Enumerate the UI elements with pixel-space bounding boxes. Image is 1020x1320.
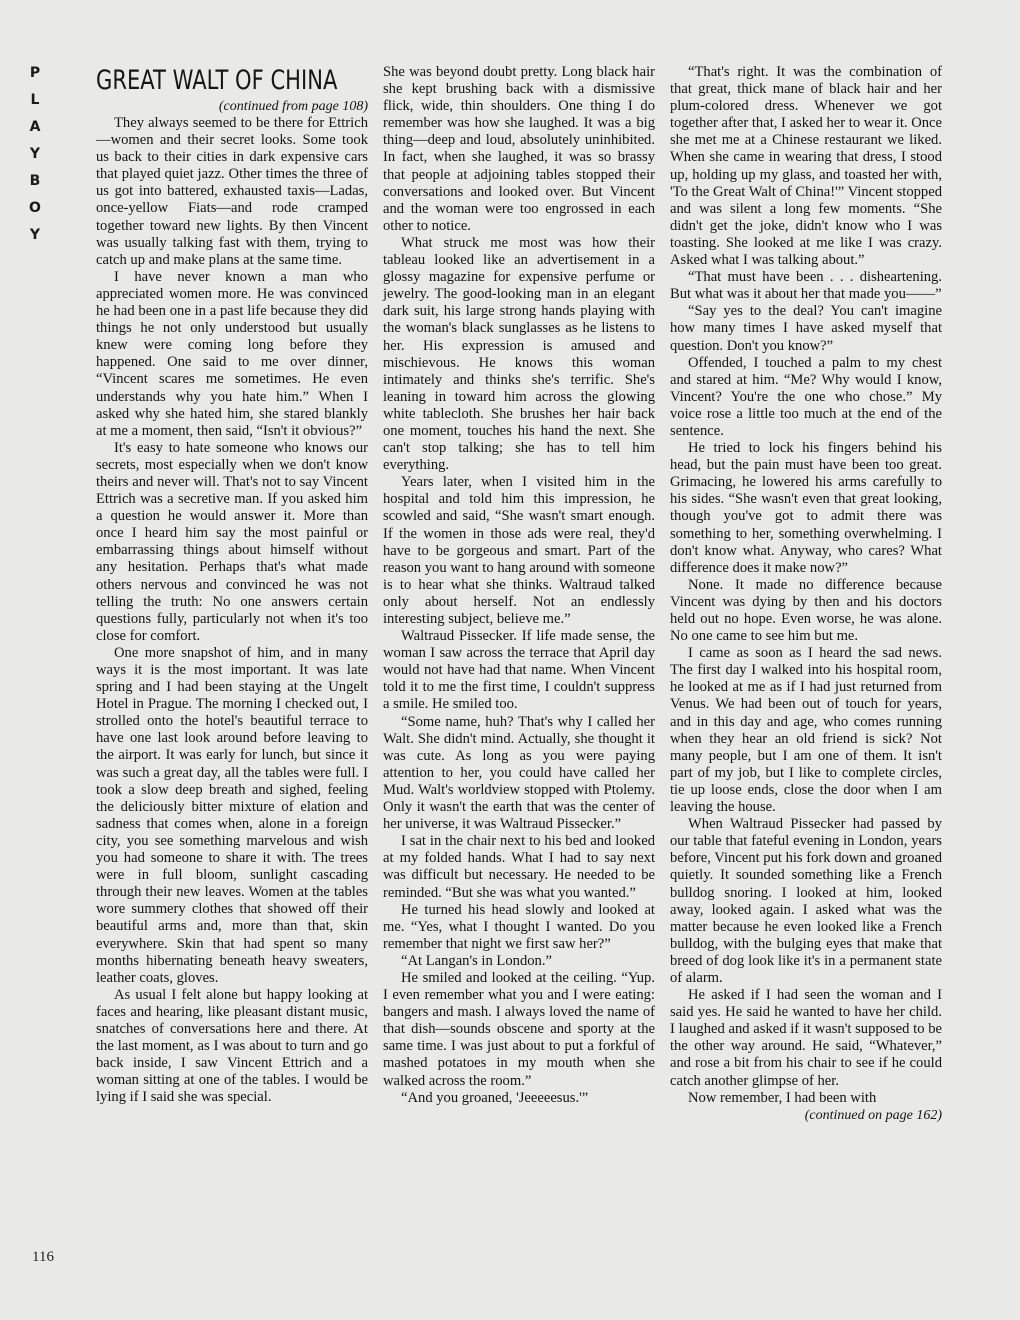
- paragraph: Years later, when I visited him in the hospital and told him this impression, he scowled and said, “She wasn't smart enough. If the women in those ads were real, they'd have to be gorgeous and smart. Part of the reason you want to hang around with someone is to hear what she thinks. Waltraud talked only about herself. Not an endlessly interesting subject, believe me.”: [383, 474, 655, 627]
- paragraph: “Some name, huh? That's why I called her Walt. She didn't mind. Actually, she thought it was cute. As long as you were paying attention to her, you could have called her Mud. Walt's worldview stopped with Ptolemy. Only it wasn't the earth that was the center of her universe, it was Waltraud Pissecker.”: [383, 713, 655, 833]
- paragraph: “Say yes to the deal? You can't imagine how many times I have asked myself that question. Don't you know?”: [670, 303, 942, 354]
- column-2: [383, 64, 655, 1107]
- magazine-name-letter: O: [29, 200, 41, 216]
- paragraph: As usual I felt alone but happy looking at faces and hearing, like pleasant distant music, snatches of conversations here and there. At the last moment, as I was about to turn and go back inside, I saw Vincent Ettrich and a woman sitting at one of the tables. I would be lying if I said she was special.: [96, 986, 368, 1106]
- magazine-name-letter: B: [29, 173, 41, 189]
- paragraph: I sat in the chair next to his bed and looked at my folded hands. What I had to say next was difficult but necessary. He needed to be reminded. “But she was what you wanted.”: [383, 833, 655, 901]
- magazine-name-letter: P: [29, 65, 41, 81]
- paragraph: What struck me most was how their tableau looked like an advertisement in a glossy magazine for expensive perfume or jewelry. The good-looking man in an elegant dark suit, his large strong hands playing with the woman's black sunglasses as he listens to her. His expression is amused and mischievous. He knows this woman intimately and thinks she's terrific. She's leaning in toward him across the glowing white tablecloth. She brushes her hair back one moment, touches his hand the next. She can't stop talking; she has to tell him everything.: [383, 234, 655, 474]
- magazine-name-letter: Y: [29, 227, 41, 243]
- paragraph: “And you groaned, 'Jeeeeesus.'”: [401, 1089, 589, 1106]
- paragraph: They always seemed to be there for Ettrich—women and their secret looks. Some took us back to their cities in dark expensive cars that played quiet jazz. Other times the three of us got into battered, exhausted taxis—Ladas, once-yellow Fiats—and rode cramped together toward new lights. By then Vincent was usually talking fast with them, trying to catch up and make plans at the same time.: [96, 115, 368, 268]
- continued-on-note: (continued on page 162): [804, 1107, 942, 1123]
- paragraph: One more snapshot of him, and in many ways it is the most important. It was late spring and I had been staying at the Ungelt Hotel in Prague. The morning I checked out, I strolled onto the hotel's beautiful terrace to have one last look around before leaving to the airport. It was early for lunch, but since it was such a great day, all the tables were full. I took a slow deep breath and sighed, feeling the deliciously bitter mixture of elation and sadness that comes when, alone in a foreign city, you see something marvelous and wish you had someone to share it with. The trees were in full bloom, sunlight cascading through their new leaves. Women at the tables wore summery clothes that showed off their beautiful arms and, more than that, skin everywhere. Skin that had spent so many months hibernating beneath heavy sweaters, leather coats, gloves.: [96, 644, 368, 986]
- page-number: 116: [32, 1249, 54, 1265]
- paragraph: “That's right. It was the combination of that great, thick mane of black hair and her plum-colored dress. Whenever we got together after that, I asked her to wear it. Once she met me at a Chinese restaurant we liked. When she came in wearing that dress, I stood up, holding up my glass, and toasted her with, 'To the Great Walt of China!'” Vincent stopped and was silent a long few moments. “She didn't get the joke, didn't know who I was toasting. She looked at me like I was crazy. Asked what I was talking about.”: [670, 64, 942, 269]
- paragraph: Waltraud Pissecker. If life made sense, the woman I saw across the terrace that April day would not have had that name. When Vincent told it to me the first time, I couldn't suppress a smile. He smiled too.: [383, 628, 655, 713]
- paragraph: I have never known a man who appreciated women more. He was convinced he had been one in a past life because they did things he not only understood but usually knew were coming long before they happened. One said to me over dinner, “Vincent scares me sometimes. He even understands why you hate him.” When I asked why she hated him, she stared blankly at me a moment, then said, “Isn't it obvious?”: [96, 268, 368, 439]
- paragraph: Offended, I touched a palm to my chest and stared at him. “Me? Why would I know, Vincent? You're the one who chose.” My voice rose a little too much at the end of the sentence.: [670, 354, 942, 439]
- column-3: [670, 64, 942, 1124]
- paragraph: “That must have been . . . disheartening. But what was it about her that made you——”: [670, 269, 942, 303]
- continued-from-note: (continued from page 108): [218, 99, 368, 114]
- paragraph: None. It made no difference because Vincent was dying by then and his doctors held out no hope. Even worse, he was alone. No one came to see him but me.: [670, 576, 942, 645]
- column-1: [96, 64, 368, 1106]
- paragraph: He asked if I had seen the woman and I said yes. He said he wanted to have her child. I laughed and asked if it wasn't supposed to be the other way around. He said, “Whatever,” and rose a bit from his chair to see if he could catch another glimpse of her.: [670, 987, 942, 1089]
- magazine-name-letter: A: [29, 119, 41, 135]
- paragraph: “At Langan's in London.”: [401, 952, 552, 969]
- paragraph: He tried to lock his fingers behind his head, but the pain must have been too great. Grimacing, he lowered his arms carefully to his sides. “She wasn't even that great looking, though you've got to admit there was something to her, something overwhelming. I don't know what. Anyway, who cares? What difference does it make now?”: [670, 440, 942, 576]
- magazine-name-letter: L: [30, 92, 40, 108]
- paragraph: She was beyond doubt pretty. Long black hair she kept brushing back with a dismissive flick, wide, thin shoulders. One thing I do remember was how she laughed. It was a big thing—deep and loud, absolutely uninhibited. In fact, when she laughed, it was so brassy that people at adjoining tables stopped their conversations and looked over. But Vincent and the woman were too engrossed in each other to notice.: [383, 64, 655, 234]
- paragraph: Now remember, I had been with: [688, 1089, 877, 1106]
- magazine-name-vertical: [22, 60, 48, 249]
- paragraph: It's easy to hate someone who knows our secrets, most especially when we don't know theirs and never will. That's not to say Vincent Ettrich was a secretive man. If you asked him a question he would answer it. More than once I heard him say the most painful or embarrassing things about himself without any hesitation. Perhaps that's what made others nervous and convinced he was not telling the truth: No one answers certain questions fully, particularly not when it's too close for comfort.: [96, 439, 368, 644]
- paragraph: He turned his head slowly and looked at me. “Yes, what I thought I wanted. Do you remember that night we first saw her?”: [383, 901, 655, 952]
- article-title: GREAT WALT OF CHINA: [96, 65, 338, 96]
- paragraph: I came as soon as I heard the sad news. The first day I walked into his hospital room, he looked at me as if I had just returned from Venus. We had been out of touch for years, and in this day and age, who comes running when they hear an old friend is sick? Not many people, but I am one of them. It isn't part of my job, but I like to complete circles, tie up loose ends, close the door when I am leaving the house.: [670, 645, 942, 816]
- paragraph: He smiled and looked at the ceiling. “Yup. I even remember what you and I were eating: bangers and mash. I always loved the name of that dish—sounds obscene and sporty at the same time. I was just about to put a forkful of mashed potatoes in my mouth when she walked across the room.”: [383, 969, 655, 1089]
- paragraph: When Waltraud Pissecker had passed by our table that fateful evening in London, years before, Vincent put his fork down and groaned quietly. It sounded something like a French bulldog snoring. I looked at him, looked away, looked again. I asked what was the matter because he even looked like a French bulldog, with the bulging eyes that make that breed of dog look like it's in a permanent state of alarm.: [670, 816, 943, 986]
- magazine-name-letter: Y: [29, 146, 41, 162]
